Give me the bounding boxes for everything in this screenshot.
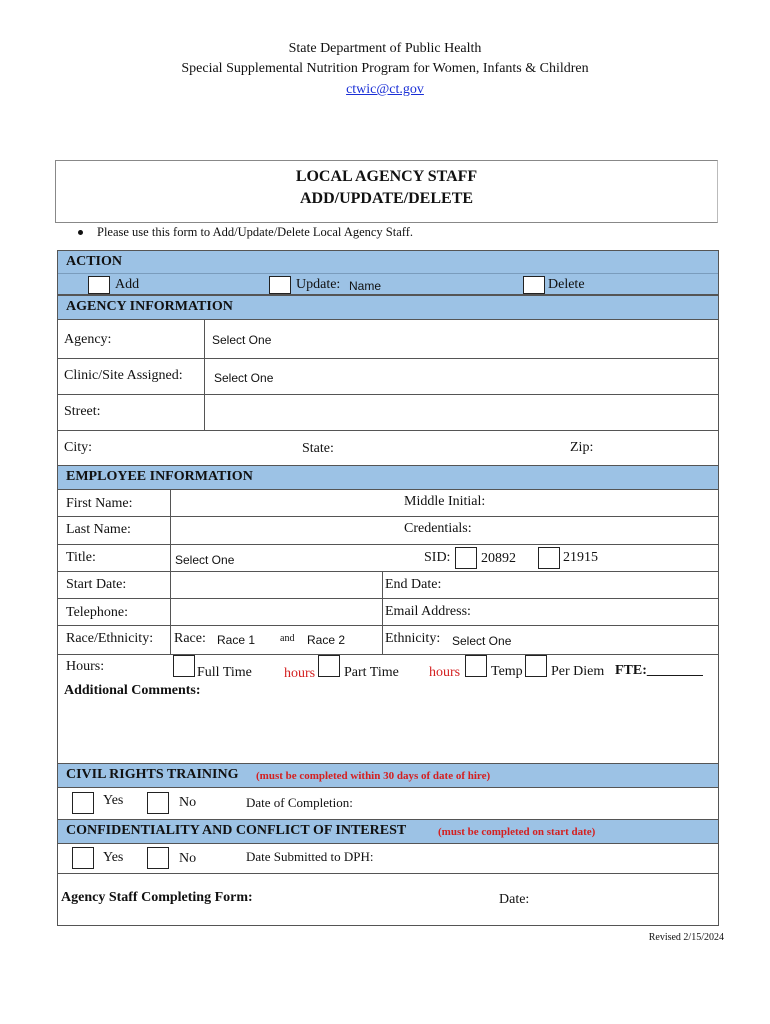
staff-form — [57, 250, 719, 926]
action-section — [58, 251, 718, 295]
sid-20892-label: 20892 — [481, 551, 516, 566]
clinic-select[interactable]: Select One — [214, 371, 274, 385]
sid-label: SID: — [424, 550, 451, 565]
employee-info-heading: EMPLOYEE INFORMATION — [66, 469, 253, 484]
email-link[interactable]: ctwic@ct.gov — [346, 82, 424, 97]
confidentiality-heading: CONFIDENTIALITY AND CONFLICT OF INTEREST — [66, 823, 407, 838]
form-title-line1: LOCAL AGENCY STAFF — [295, 168, 478, 185]
form-title-box — [55, 160, 718, 223]
last-name-label: Last Name: — [66, 522, 131, 537]
full-time-label: Full Time — [197, 665, 252, 680]
part-time-hours[interactable]: hours — [429, 665, 461, 680]
first-name-label: First Name: — [66, 496, 133, 511]
employee-info-band — [58, 465, 718, 490]
temp-checkbox[interactable] — [465, 655, 487, 677]
email-address-label: Email Address: — [385, 604, 471, 619]
agency-select[interactable]: Select One — [212, 333, 272, 347]
city-label: City: — [64, 440, 93, 455]
add-label: Add — [115, 277, 140, 292]
instruction — [78, 225, 413, 240]
race-1-select[interactable]: Race 1 — [217, 633, 256, 647]
delete-checkbox[interactable] — [523, 276, 545, 294]
full-time-hours[interactable]: hours — [284, 666, 316, 681]
agency-name: State Department of Public Health — [288, 41, 482, 56]
update-select[interactable]: Name — [349, 279, 382, 293]
email-line — [0, 82, 770, 98]
ethnicity-label: Ethnicity: — [385, 631, 441, 646]
revision-date: Revised 2/15/2024 — [648, 932, 724, 943]
clinic-label: Clinic/Site Assigned: — [64, 368, 183, 383]
update-label: Update: — [296, 277, 341, 292]
per-diem-checkbox[interactable] — [525, 655, 547, 677]
title-label: Title: — [66, 550, 96, 565]
title-select[interactable]: Select One — [175, 553, 235, 567]
ethnicity-select[interactable]: Select One — [452, 634, 512, 648]
completing-staff-label: Agency Staff Completing Form: — [61, 890, 253, 905]
street-label: Street: — [64, 404, 101, 419]
race-ethnicity-label: Race/Ethnicity: — [66, 631, 154, 646]
agency-info-band — [58, 295, 718, 320]
form-title-line2: ADD/UPDATE/DELETE — [299, 190, 474, 207]
civil-rights-heading: CIVIL RIGHTS TRAINING — [66, 767, 239, 782]
confidentiality-no-checkbox[interactable] — [147, 847, 169, 869]
completion-date-label: Date: — [499, 892, 530, 907]
part-time-label: Part Time — [344, 665, 399, 680]
confidentiality-date-label: Date Submitted to DPH: — [246, 849, 374, 864]
bullet-icon — [78, 230, 83, 235]
civil-rights-note: (must be completed within 30 days of date of hire) — [256, 770, 491, 782]
civil-rights-yes-label: Yes — [103, 793, 124, 808]
civil-rights-no-label: No — [179, 795, 197, 810]
confidentiality-yes-label: Yes — [103, 850, 124, 865]
delete-label: Delete — [548, 277, 585, 292]
confidentiality-band — [58, 819, 718, 844]
full-time-checkbox[interactable] — [173, 655, 195, 677]
agency-label: Agency: — [64, 332, 112, 347]
part-time-checkbox[interactable] — [318, 655, 340, 677]
confidentiality-note: (must be completed on start date) — [438, 826, 596, 838]
race-label: Race: — [174, 631, 206, 646]
zip-label: Zip: — [570, 440, 594, 455]
telephone-label: Telephone: — [66, 605, 128, 620]
sid-21915-label: 21915 — [563, 550, 598, 565]
update-checkbox[interactable] — [269, 276, 291, 294]
middle-initial-label: Middle Initial: — [404, 494, 486, 509]
civil-rights-no-checkbox[interactable] — [147, 792, 169, 814]
confidentiality-yes-checkbox[interactable] — [72, 847, 94, 869]
instruction-text: Please use this form to Add/Update/Delete Local Agency Staff. — [97, 225, 414, 239]
race-2-select[interactable]: Race 2 — [307, 633, 346, 647]
civil-rights-band — [58, 763, 718, 788]
agency-info-heading: AGENCY INFORMATION — [66, 299, 233, 314]
hours-label: Hours: — [66, 659, 105, 674]
sid-21915-checkbox[interactable] — [538, 547, 560, 569]
fte-field[interactable]: FTE:________ — [615, 663, 703, 678]
program-name: Special Supplemental Nutrition Program for Women, Infants & Children — [181, 61, 589, 76]
additional-comments-label: Additional Comments: — [64, 683, 201, 698]
street-field[interactable] — [205, 395, 718, 430]
action-heading: ACTION — [66, 254, 123, 269]
credentials-label: Credentials: — [404, 521, 472, 536]
temp-label: Temp — [491, 664, 523, 679]
end-date-label: End Date: — [385, 577, 442, 592]
civil-rights-date-label: Date of Completion: — [246, 795, 353, 810]
sid-20892-checkbox[interactable] — [455, 547, 477, 569]
and-label: and — [280, 633, 295, 644]
start-date-label: Start Date: — [66, 577, 127, 592]
state-label: State: — [302, 441, 334, 456]
additional-comments-field[interactable] — [58, 701, 718, 763]
per-diem-label: Per Diem — [551, 664, 605, 679]
civil-rights-yes-checkbox[interactable] — [72, 792, 94, 814]
confidentiality-no-label: No — [179, 851, 197, 866]
add-checkbox[interactable] — [88, 276, 110, 294]
